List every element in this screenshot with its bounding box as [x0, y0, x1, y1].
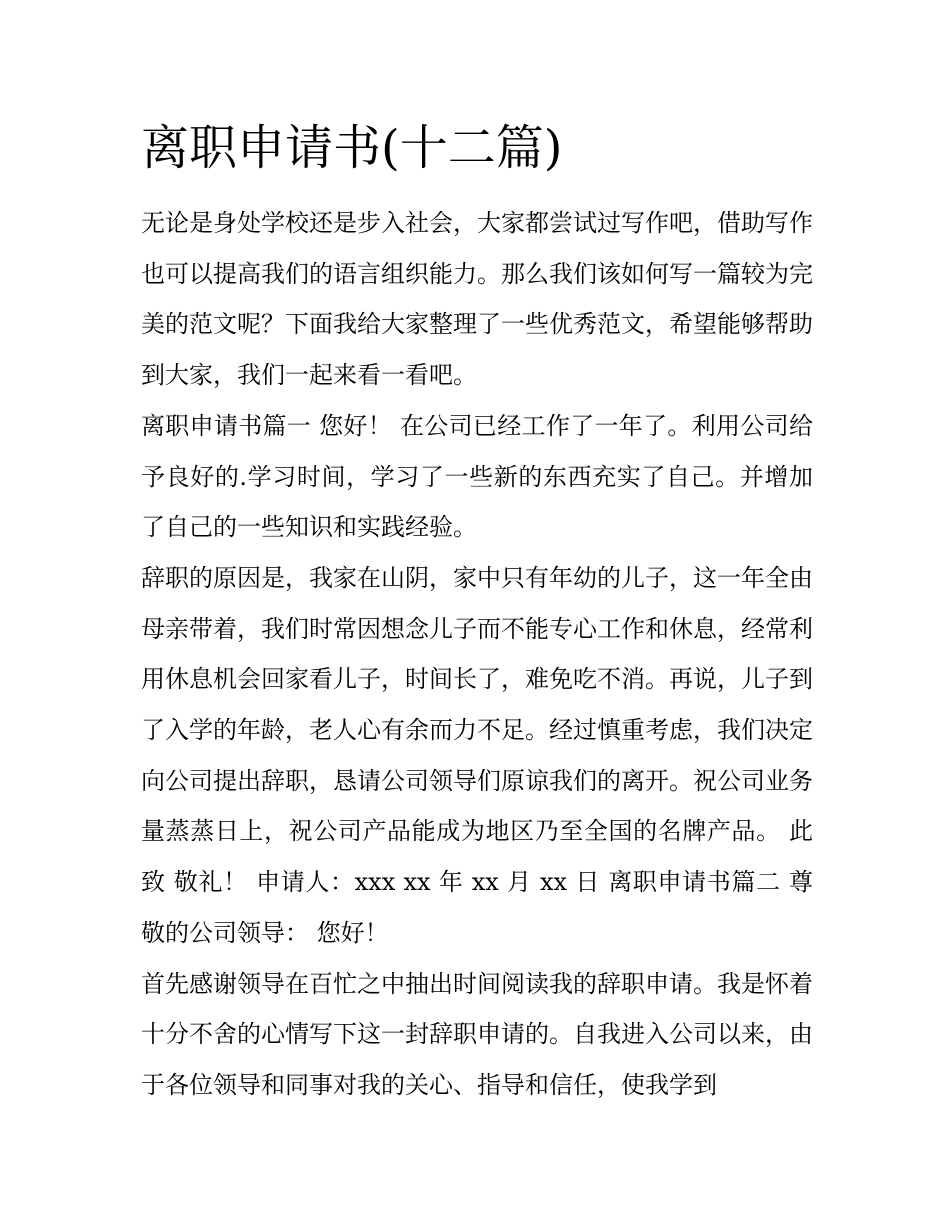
paragraph-letter-two-opening: 首先感谢领导在百忙之中抽出时间阅读我的辞职申请。我是怀着十分不舍的心情写下这一封辞职申请的。自我进入公司以来，由于各位领导和同事对我的关心、指导和信任，使我学到 [141, 969, 813, 1099]
paragraph-letter-one-opening: 离职申请书篇一 您好！ 在公司已经工作了一年了。利用公司给予良好的.学习时间，学习了一些新的东西充实了自己。并增加了自己的一些知识和实践经验。 [141, 411, 813, 542]
paragraph-letter-one-reason: 辞职的原因是，我家在山阴，家中只有年幼的儿子，这一年全由母亲带着，我们时常因想念儿子而不能专心工作和休息，经常利用休息机会回家看儿子，时间长了，难免吃不消。再说，儿子到了入学的年龄，老人心有余而力不足。经过慎重考虑，我们决定向公司提出辞职，恳请公司领导们原谅我们的离开。祝公司业务量蒸蒸日上，祝公司产品能成为地区乃至全国的名牌产品。 此致 敬礼！ 申请人：xxx xx 年 xx 月 xx 日 离职申请书篇二 尊敬的公司领导： 您好！ [141, 563, 813, 947]
document-body [141, 198, 813, 1111]
document-title: 离职申请书(十二篇) [141, 120, 563, 176]
paragraph-intro: 无论是身处学校还是步入社会，大家都尝试过写作吧，借助写作也可以提高我们的语言组织能力。那么我们该如何写一篇较为完美的范文呢？下面我给大家整理了一些优秀范文，希望能够帮助到大家，我们一起来看一看吧。 [141, 209, 813, 390]
